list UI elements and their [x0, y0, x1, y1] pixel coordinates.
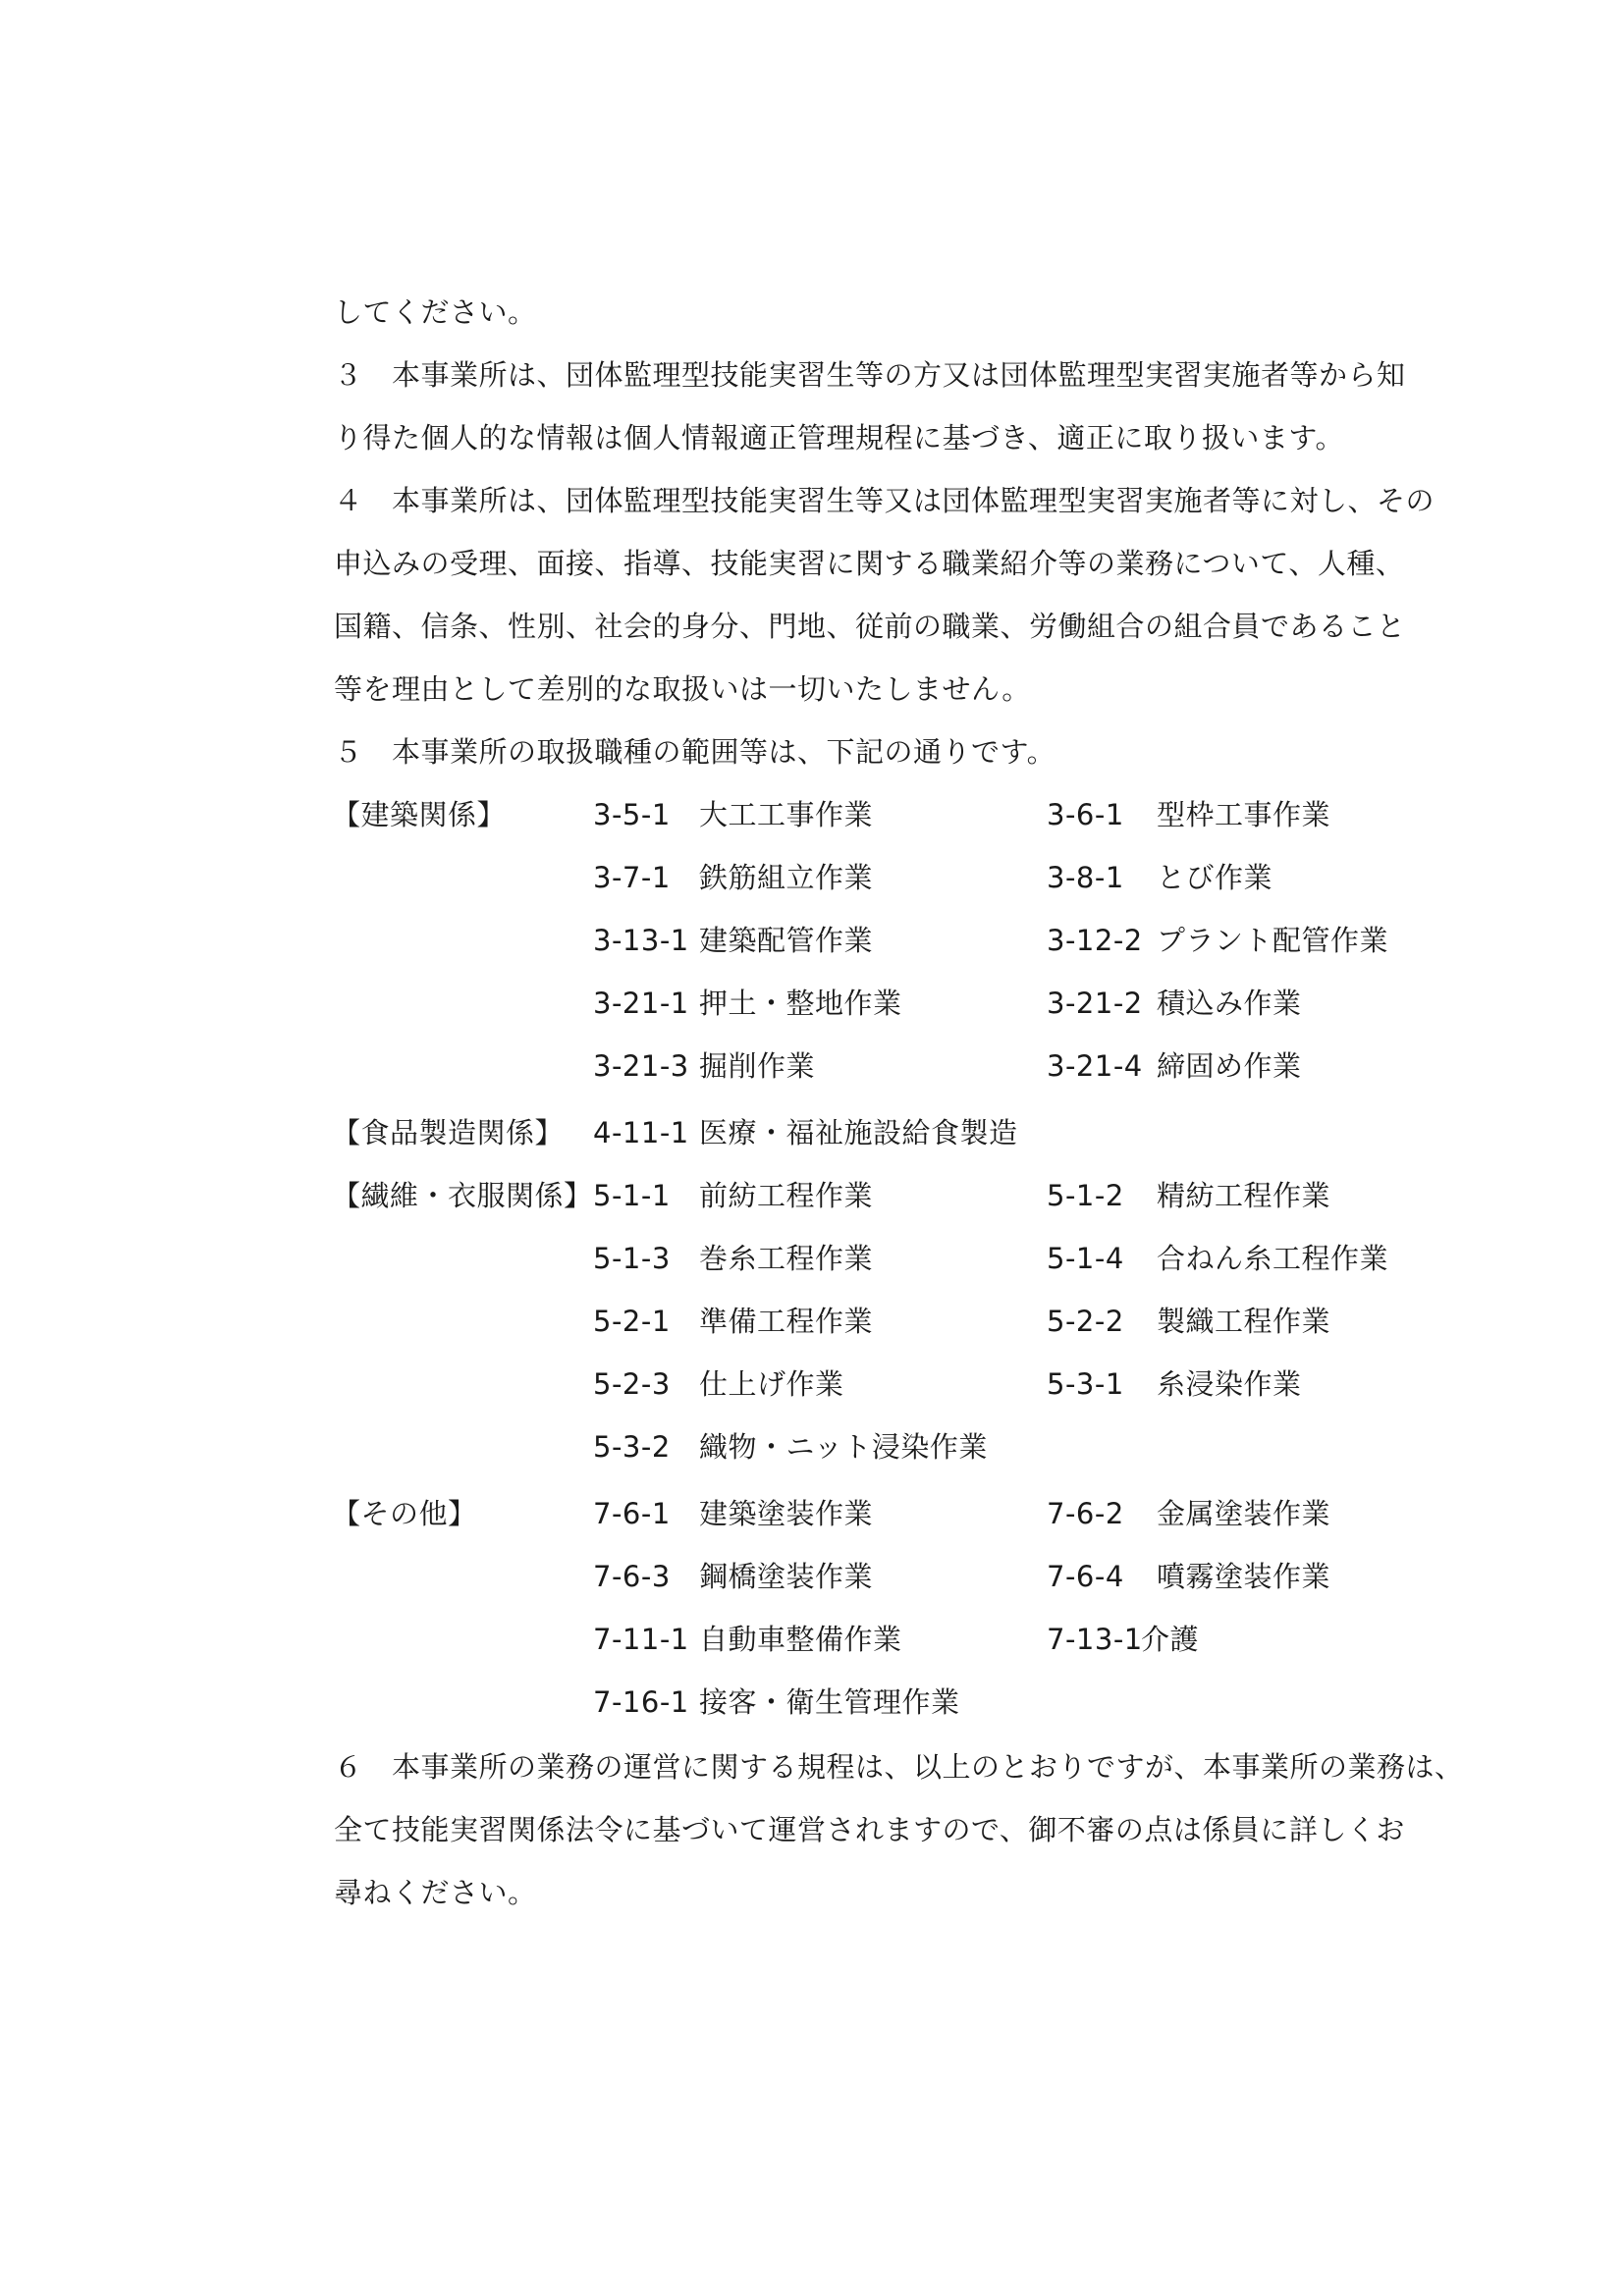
job-code: 7-6-1 [593, 1497, 671, 1530]
job-name: 自動車整備作業 [699, 1623, 902, 1656]
job-name: 準備工程作業 [699, 1305, 874, 1338]
category-textile-clothing: 【繊維・衣服関係】 [332, 1179, 593, 1212]
job-name: 建築配管作業 [699, 924, 874, 957]
job-code: 5-1-2 [1047, 1179, 1124, 1212]
closing-line: ６ 本事業所の業務の運営に関する規程は、以上のとおりですが、本事業所の業務は、 [334, 1750, 1464, 1784]
job-code: 3-21-3 [593, 1049, 689, 1083]
paragraph-line: してください。 [334, 295, 537, 329]
job-code: 5-3-1 [1047, 1367, 1124, 1401]
job-name: 鋼橋塗装作業 [699, 1560, 874, 1593]
job-name: 織物・ニット浸染作業 [699, 1430, 988, 1464]
job-code: 3-5-1 [593, 798, 671, 831]
closing-line: 全て技能実習関係法令に基づいて運営されますので、御不審の点は係員に詳しくお [334, 1813, 1405, 1846]
job-name: 医療・福祉施設給食製造 [699, 1116, 1018, 1149]
job-name: 鉄筋組立作業 [699, 861, 874, 894]
category-food-manufacturing: 【食品製造関係】 [332, 1116, 565, 1149]
paragraph-line: 等を理由として差別的な取扱いは一切いたしません。 [334, 672, 1031, 706]
category-construction: 【建築関係】 [332, 798, 507, 831]
job-code: 5-1-1 [593, 1179, 671, 1212]
job-code: 3-7-1 [593, 861, 671, 894]
job-name: 掘削作業 [699, 1049, 816, 1083]
job-name: 積込み作業 [1157, 987, 1302, 1020]
job-code: 3-12-2 [1047, 924, 1143, 957]
job-name: プラント配管作業 [1157, 924, 1389, 957]
paragraph-line: 国籍、信条、性別、社会的身分、門地、従前の職業、労働組合の組合員であること [334, 610, 1406, 643]
job-code: 5-2-2 [1047, 1305, 1124, 1338]
job-name: 噴霧塗装作業 [1157, 1560, 1331, 1593]
job-code: 3-21-1 [593, 987, 689, 1020]
job-code: 7-16-1 [593, 1685, 689, 1719]
job-code: 5-2-1 [593, 1305, 671, 1338]
closing-line: 尋ねください。 [334, 1876, 537, 1909]
job-code: 5-3-2 [593, 1430, 671, 1464]
job-code: 4-11-1 [593, 1116, 689, 1149]
paragraph-line: り得た個人的な情報は個人情報適正管理規程に基づき、適正に取り扱います。 [334, 421, 1345, 454]
paragraph-line: ３ 本事業所は、団体監理型技能実習生等の方又は団体監理型実習実施者等から知 [334, 358, 1406, 392]
job-name: 精紡工程作業 [1157, 1179, 1331, 1212]
job-name: 前紡工程作業 [699, 1179, 874, 1212]
job-name: 介護 [1141, 1623, 1200, 1656]
job-code: 3-6-1 [1047, 798, 1124, 831]
job-name: 製織工程作業 [1157, 1305, 1331, 1338]
job-code: 7-6-3 [593, 1560, 671, 1593]
job-name: 合ねん糸工程作業 [1157, 1242, 1389, 1275]
job-name: 巻糸工程作業 [699, 1242, 874, 1275]
job-code: 3-21-2 [1047, 987, 1143, 1020]
job-name: 建築塗装作業 [699, 1497, 874, 1530]
job-name: 押土・整地作業 [699, 987, 902, 1020]
job-code: 5-2-3 [593, 1367, 671, 1401]
job-code: 3-13-1 [593, 924, 689, 957]
job-code: 7-6-4 [1047, 1560, 1124, 1593]
paragraph-line: ４ 本事業所は、団体監理型技能実習生等又は団体監理型実習実施者等に対し、その [334, 484, 1435, 517]
job-name: 金属塗装作業 [1157, 1497, 1331, 1530]
job-name: 仕上げ作業 [699, 1367, 844, 1401]
job-code: 7-11-1 [593, 1623, 689, 1656]
job-code: 3-8-1 [1047, 861, 1124, 894]
job-name: 接客・衛生管理作業 [699, 1685, 960, 1719]
job-code: 5-1-4 [1047, 1242, 1124, 1275]
job-name: とび作業 [1157, 861, 1273, 894]
job-code: 7-6-2 [1047, 1497, 1124, 1530]
paragraph-line: 申込みの受理、面接、指導、技能実習に関する職業紹介等の業務について、人種、 [334, 547, 1405, 580]
category-other: 【その他】 [332, 1497, 477, 1530]
job-code: 3-21-4 [1047, 1049, 1143, 1083]
job-name: 糸浸染作業 [1157, 1367, 1302, 1401]
job-name: 大工工事作業 [699, 798, 874, 831]
job-code: 7-13-1 [1047, 1623, 1143, 1656]
paragraph-line: ５ 本事業所の取扱職種の範囲等は、下記の通りです。 [334, 735, 1056, 769]
job-code: 5-1-3 [593, 1242, 671, 1275]
job-name: 締固め作業 [1157, 1049, 1302, 1083]
job-name: 型枠工事作業 [1157, 798, 1331, 831]
